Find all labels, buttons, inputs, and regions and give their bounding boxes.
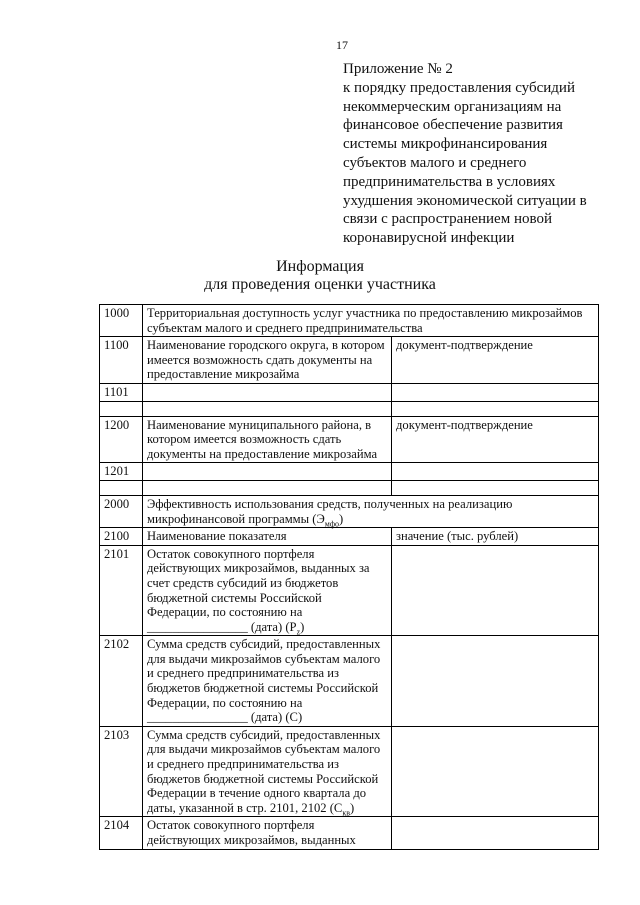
- table-row: [100, 383, 599, 401]
- table-row: [100, 337, 599, 384]
- empty-cell: [392, 480, 599, 495]
- row-code: 1201: [100, 463, 143, 481]
- row-name: Остаток совокупного портфеля действующих микрозаймов, выданных за счет средств субсидий из бюджетов бюджетной системы Российской Федерации, по состоянию на ________________ (дата) $(P_z)$: [143, 545, 392, 636]
- document-subheading: для проведения оценки участника: [204, 276, 436, 293]
- empty-cell: [100, 480, 143, 495]
- table-row: [100, 463, 599, 481]
- row-text: Территориальная доступность услуг участника по предоставлению микрозаймов субъектам малого и среднего предпринимательства: [143, 305, 599, 337]
- row-code: 2104: [100, 817, 143, 849]
- empty-cell: [392, 401, 599, 416]
- row-code: 2000: [100, 495, 143, 527]
- table-row: [100, 495, 599, 527]
- empty-cell: [392, 636, 599, 727]
- row-code: 1101: [100, 383, 143, 401]
- appendix-line: некоммерческим организациям на: [343, 98, 562, 115]
- appendix-line: коронавирусной инфекции: [343, 230, 515, 247]
- page-number: 17: [336, 38, 348, 52]
- empty-cell: [143, 401, 392, 416]
- table-row: [100, 726, 599, 817]
- table-row: [100, 416, 599, 463]
- appendix-title: Приложение № 2: [343, 61, 453, 77]
- participant-info-table: [99, 304, 599, 850]
- row-code: 1100: [100, 337, 143, 384]
- table-row: [100, 636, 599, 727]
- subscript: кв: [342, 808, 350, 818]
- row-code: 1200: [100, 416, 143, 463]
- row-name: Сумма средств субсидий, предоставленных для выдачи микрозаймов субъектам малого и среднего предпринимательства из бюджетов бюджетной системы Российской Федерации, по состоянию на ________________ (дата) (С): [143, 636, 392, 727]
- table-row: [100, 528, 599, 546]
- empty-cell: [100, 401, 143, 416]
- row-code: 1000: [100, 305, 143, 337]
- table-row: [100, 401, 599, 416]
- row-code: 2101: [100, 545, 143, 636]
- appendix-line: субъектов малого и среднего: [343, 154, 527, 171]
- row-code: 2103: [100, 726, 143, 817]
- row-name: Остаток совокупного портфеля действующих микрозаймов, выданных: [143, 817, 392, 849]
- empty-cell: [143, 480, 392, 495]
- empty-cell: [392, 726, 599, 817]
- document-heading: Информация: [276, 258, 364, 275]
- row-value: документ-подтверждение: [392, 416, 599, 463]
- appendix-line: ухудшения экономической ситуации в: [343, 192, 587, 209]
- empty-cell: [143, 463, 392, 481]
- appendix-line: связи с распространением новой: [343, 211, 552, 228]
- table-row: [100, 817, 599, 849]
- empty-cell: [392, 545, 599, 636]
- table-row: [100, 305, 599, 337]
- empty-cell: [392, 383, 599, 401]
- row-value: документ-подтверждение: [392, 337, 599, 384]
- row-name: Наименование муниципального района, в котором имеется возможность сдать документы на предоставление микрозайма: [143, 416, 392, 463]
- appendix-line: предпринимательства в условиях: [343, 173, 556, 190]
- appendix-line: системы микрофинансирования: [343, 136, 548, 153]
- subscript: z: [296, 627, 301, 637]
- row-name: Сумма средств субсидий, предоставленных для выдачи микрозаймов субъектам малого и среднего предпринимательства из бюджетов бюджетной системы Российской Федерации в течение одного квартала до даты, указанной в стр. 2101, 2102 $(С_{кв})$: [143, 726, 392, 817]
- appendix-line: к порядку предоставления субсидий: [343, 79, 575, 96]
- column-header-indicator: Наименование показателя: [143, 528, 392, 546]
- appendix-line: финансовое обеспечение развития: [343, 117, 563, 134]
- empty-cell: [143, 383, 392, 401]
- subscript: мфо: [324, 519, 340, 529]
- empty-cell: [392, 817, 599, 849]
- row-name: Наименование городского округа, в котором имеется возможность сдать документы на предоставление микрозайма: [143, 337, 392, 384]
- row-code: 2100: [100, 528, 143, 546]
- table-row: [100, 545, 599, 636]
- appendix-header: [343, 60, 603, 248]
- empty-cell: [392, 463, 599, 481]
- table-row: [100, 480, 599, 495]
- row-text: Эффективность использования средств, полученных на реализацию микрофинансовой программы $(Э_{мфо})$: [143, 495, 599, 527]
- row-code: 2102: [100, 636, 143, 727]
- column-header-value: значение (тыс. рублей): [392, 528, 599, 546]
